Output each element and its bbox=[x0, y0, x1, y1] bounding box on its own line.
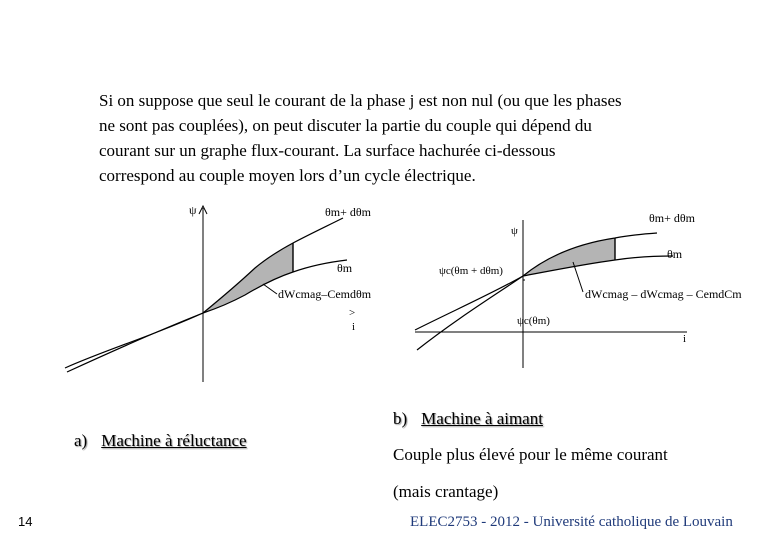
figure-b-upper-curve-label: θm+ dθm bbox=[649, 211, 695, 225]
figure-b-area-label: dWcmag – dWcmag – CemdCm bbox=[585, 287, 742, 301]
figure-a-area-label: dWcmag–Cemdθm bbox=[278, 287, 372, 301]
caption-b-letter: b) bbox=[393, 409, 408, 428]
figure-a-lower-curve bbox=[67, 260, 347, 372]
figure-b-shaded-area bbox=[523, 238, 615, 276]
paragraph-line: correspond au couple moyen lors d’un cycle électrique. bbox=[99, 166, 476, 185]
figure-a-upper-curve-label: θm+ dθm bbox=[325, 205, 371, 219]
caption-a-letter: a) bbox=[74, 431, 88, 450]
caption-b bbox=[393, 409, 543, 429]
note-line-1: Couple plus élevé pour le même courant bbox=[393, 445, 668, 464]
figure-b-lower-curve-label: θm bbox=[667, 247, 683, 261]
figure-b-flux-current-graph bbox=[405, 200, 765, 370]
paragraph-line: courant sur un graphe flux-courant. La surface hachurée ci-dessous bbox=[99, 141, 556, 160]
figure-a-i-label: i bbox=[352, 321, 356, 333]
figure-a-psi-label: ψ bbox=[189, 203, 197, 217]
figure-a-area-pointer bbox=[263, 284, 277, 294]
figure-b-i-label: i bbox=[683, 333, 687, 345]
figure-b-area-pointer bbox=[573, 262, 583, 292]
note-line-2: (mais crantage) bbox=[393, 482, 499, 501]
figure-b-psi-upper-label: ψc(θm + dθm) bbox=[439, 265, 503, 277]
caption-a bbox=[74, 431, 247, 451]
paragraph-line: ne sont pas couplées), on peut discuter la partie du couple qui dépend du bbox=[99, 116, 592, 135]
paragraph-line: Si on suppose que seul le courant de la phase j est non nul (ou que les phases bbox=[99, 91, 622, 110]
caption-b-text: Machine à aimant bbox=[421, 409, 543, 428]
figure-a-flux-current-graph bbox=[55, 200, 385, 385]
figure-a-lower-curve-label: θm bbox=[337, 261, 353, 275]
footer-course: ELEC2753 - 2012 - Université catholique de Louvain bbox=[410, 514, 733, 530]
caption-a-text: Machine à réluctance bbox=[101, 431, 247, 450]
figure-b-psi-label: ψ bbox=[511, 225, 518, 237]
intro-paragraph bbox=[99, 88, 739, 188]
figure-a-i-arrow: > bbox=[349, 307, 356, 319]
figure-b-psi-lower-label: ψc(θm) bbox=[517, 315, 550, 327]
slide-number: 14 bbox=[18, 514, 33, 529]
